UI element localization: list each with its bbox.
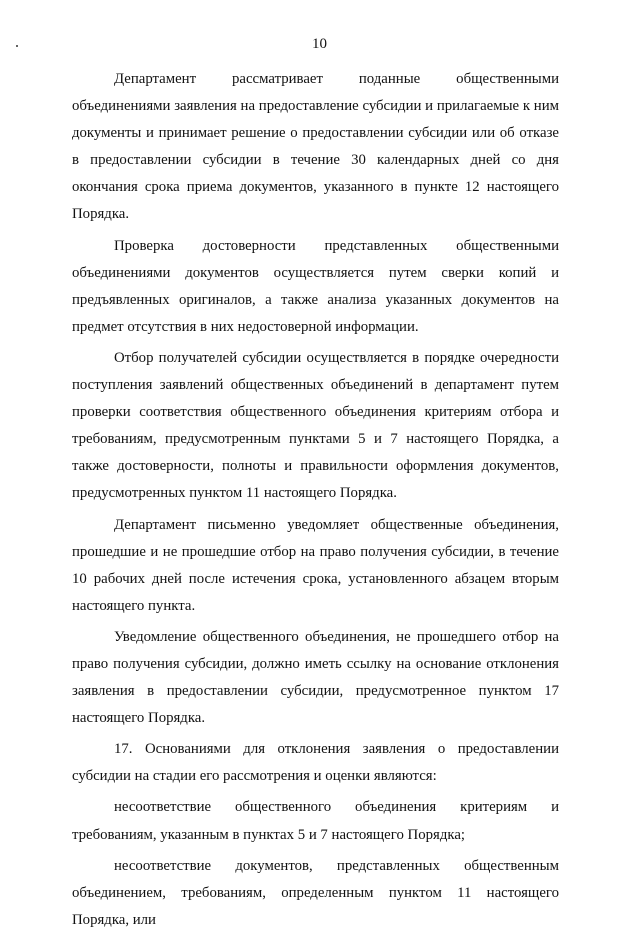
paragraph-verification: Проверка достоверности представленных общественными объединениями документов осуществляется путем сверки копий и предъявленных оригиналов, а также анализа указанных документов на предмет отсутствия в них недостоверной информации. <box>72 237 559 335</box>
paragraph-criteria-mismatch: несоответствие общественного объединения критериям и требованиям, указанным в пунктах 5 и 7 настоящего Порядка; <box>72 799 559 843</box>
document-body <box>72 66 559 938</box>
page-number: 10 <box>312 36 327 52</box>
paragraph-item-17: 17. Основаниями для отклонения заявления о предоставлении субсидии на стадии его рассмотрения и оценки являются: <box>72 741 559 785</box>
paragraph-review-decision: Департамент рассматривает поданные общественными объединениями заявления на предоставление субсидии и прилагаемые к ним документы и принимает решение о предоставлении субсидии или об отказе в предоставлении субсидии в течение 30 календарных дней со дня окончания срока приема документов, указанного в пункте 12 настоящего Порядка. <box>72 71 559 223</box>
paragraph-notification: Департамент письменно уведомляет общественные объединения, прошедшие и не прошедшие отбор на право получения субсидии, в течение 10 рабочих дней после истечения срока, установленного абзацем вторым настоящего пункта. <box>72 516 559 614</box>
paragraph-documents-mismatch: несоответствие документов, представленных общественным объединением, требованиям, определенным пунктом 11 настоящего Порядка, или <box>72 857 559 928</box>
paragraph-selection: Отбор получателей субсидии осуществляется в порядке очередности поступления заявлений общественных объединений в департамент путем проверки соответствия общественного объединения критериям отбора и требованиям, предусмотренным пунктами 5 и 7 настоящего Порядка, а также достоверности, полноты и правильности оформления документов, предусмотренных пунктом 11 настоящего Порядка. <box>72 349 559 502</box>
paragraph-rejection-notice: Уведомление общественного объединения, не прошедшего отбор на право получения субсидии, должно иметь ссылку на основание отклонения заявления в предоставлении субсидии, предусмотренное пунктом 17 настоящего Порядка. <box>72 628 559 727</box>
